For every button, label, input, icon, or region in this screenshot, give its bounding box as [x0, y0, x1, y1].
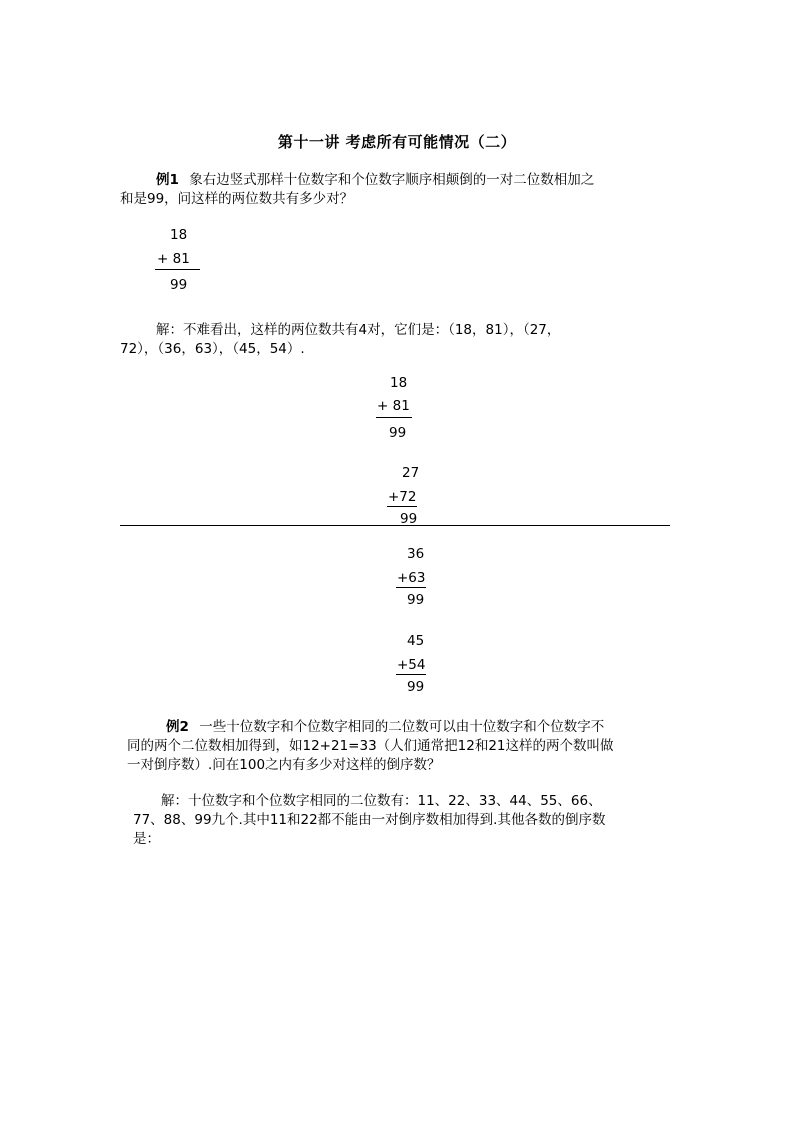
solution1-sum1-line — [376, 417, 412, 418]
example1-line2: 和是99，问这样的两位数共有多少对？ — [120, 191, 354, 207]
example1-sum-line — [155, 269, 200, 270]
example2-line1 — [166, 717, 604, 737]
solution1-sum2-addend-a: 27 — [402, 465, 420, 481]
example1-text1: 象右边竖式那样十位数字和个位数字顺序相颠倒的一对二位数相加之 — [189, 172, 595, 188]
solution2-line2: 77、88、99九个.其中11和22都不能由一对倒序数相加得到.其他各数的倒序数 — [133, 812, 606, 828]
example2-label: 例2 — [166, 719, 189, 735]
solution1-sum3-addend-a: 36 — [407, 546, 425, 562]
page-title: 第十一讲 考虑所有可能情况（二） — [277, 133, 517, 151]
solution1-sum2-line — [387, 506, 417, 507]
solution1-sum4-result: 99 — [407, 679, 425, 695]
example2-text1: 一些十位数字和个位数字相同的二位数可以由十位数字和个位数字不 — [199, 719, 605, 735]
solution1-sum2-addend-b: +72 — [388, 489, 417, 505]
solution1-line1: 解：不难看出，这样的两位数共有4对，它们是：（18，81），（27， — [156, 322, 561, 338]
solution1-sum4-addend-b: +54 — [397, 657, 426, 673]
solution1-sum3-result: 99 — [407, 592, 425, 608]
solution1-sum2-result: 99 — [400, 511, 418, 527]
section-divider — [120, 525, 670, 526]
solution1-sum1-addend-b: + 81 — [377, 398, 410, 414]
solution1-sum4-addend-a: 45 — [407, 633, 425, 649]
example1-label: 例1 — [156, 172, 179, 188]
solution2-line3: 是： — [133, 831, 160, 847]
solution2-line1: 解：十位数字和个位数字相同的二位数有：11、22、33、44、55、66、 — [161, 793, 602, 809]
solution1-sum4-line — [396, 674, 426, 675]
example1-line1 — [156, 170, 594, 190]
example1-sum-addend-a: 18 — [170, 227, 188, 243]
example1-sum-result: 99 — [170, 277, 188, 293]
example2-line2: 同的两个二位数相加得到，如12+21=33（人们通常把12和21这样的两个数叫做 — [127, 738, 614, 754]
solution1-sum1-addend-a: 18 — [390, 375, 408, 391]
solution1-line2: 72），（36，63），（45，54）. — [120, 341, 305, 357]
solution1-sum3-line — [396, 587, 426, 588]
example1-sum-addend-b: + 81 — [157, 251, 190, 267]
solution1-sum1-result: 99 — [389, 425, 407, 441]
example2-line3: 一对倒序数）.问在100之内有多少对这样的倒序数？ — [127, 757, 441, 773]
solution1-sum3-addend-b: +63 — [397, 570, 426, 586]
